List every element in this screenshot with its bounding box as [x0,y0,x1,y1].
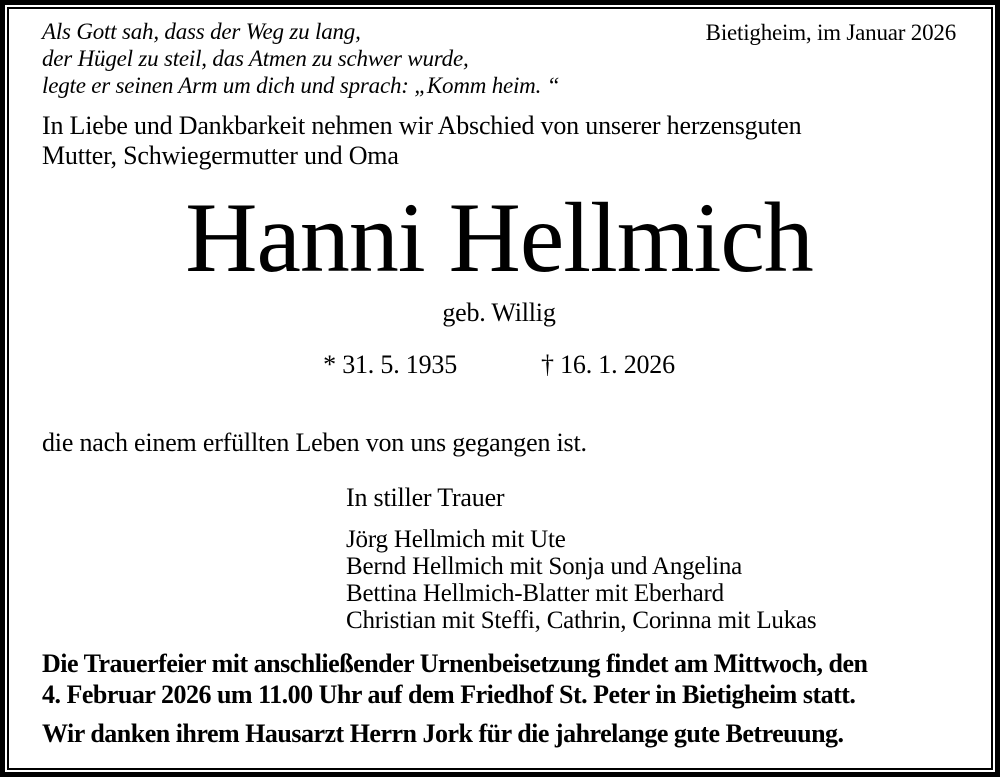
funeral-announcement [42,648,956,710]
death-date: † 16. 1. 2026 [541,350,675,379]
mourner-line: Jörg Hellmich mit Ute [346,526,566,553]
maiden-name: geb. Willig [442,298,556,327]
mourners-list [346,526,956,634]
deceased-name: Hanni Hellmich [185,182,813,293]
mourner-line: Bernd Hellmich mit Sonja und Angelina [346,553,743,580]
intro-text [42,111,956,171]
life-dates [42,350,956,380]
mourner-line: Christian mit Steffi, Cathrin, Corinna mit Lukas [346,607,817,634]
farewell-line: die nach einem erfüllten Leben von uns gegangen ist. [42,428,587,457]
memorial-verse [42,18,559,99]
verse-line: Als Gott sah, dass der Weg zu lang, [42,19,361,44]
verse-line: legte er seinen Arm um dich und sprach: „Komm heim. “ [42,73,560,98]
intro-line: Mutter, Schwiegermutter und Oma [42,141,399,170]
mourner-line: Bettina Hellmich-Blatter mit Eberhard [346,580,724,607]
funeral-line: 4. Februar 2026 um 11.00 Uhr auf dem Friedhof St. Peter in Bietigheim statt. [42,680,856,709]
thanks-line: Wir danken ihrem Hausarzt Herrn Jork für die jahrelange gute Betreuung. [42,719,844,748]
notice-header [42,18,956,99]
place-dateline: Bietigheim, im Januar 2026 [705,20,956,45]
verse-line: der Hügel zu steil, das Atmen zu schwer wurde, [42,46,469,71]
funeral-line: Die Trauerfeier mit anschließender Urnenbeisetzung findet am Mittwoch, den [42,649,868,678]
mourning-heading: In stiller Trauer [346,483,505,512]
birth-date: * 31. 5. 1935 [323,350,457,379]
intro-line: In Liebe und Dankbarkeit nehmen wir Abschied von unserer herzensguten [42,111,802,140]
